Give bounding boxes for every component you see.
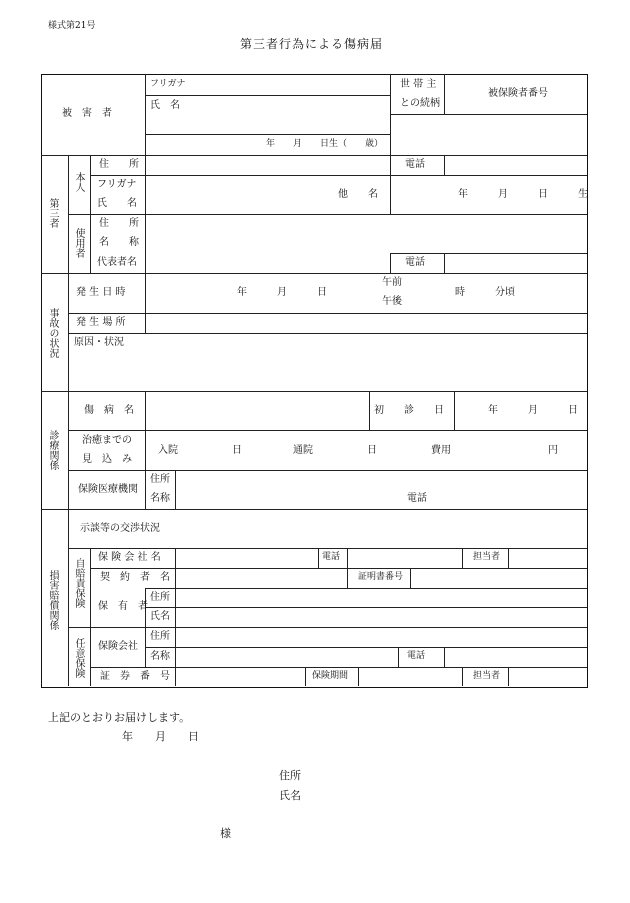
footer-name-label: 氏名	[279, 789, 301, 802]
v-address-label: 住所	[150, 631, 170, 642]
line	[68, 509, 69, 686]
medical-label: 診療関係	[47, 430, 58, 470]
line	[41, 391, 587, 392]
voluntary-insurance-label: 任意保険	[73, 638, 84, 678]
line	[41, 509, 587, 510]
insurance-period-label: 保険期間	[312, 671, 349, 681]
line	[90, 667, 587, 668]
line	[145, 588, 587, 589]
line	[508, 548, 509, 568]
line	[444, 74, 445, 114]
accident-cause-label: 原因・状況	[74, 337, 124, 348]
line	[145, 74, 146, 155]
line	[145, 391, 146, 470]
footer-date: 年 月 日	[122, 730, 199, 743]
statement-text: 上記のとおりお届けします。	[48, 711, 191, 724]
tp-phone-label: 電話	[405, 159, 425, 170]
line	[145, 134, 390, 135]
line	[390, 253, 587, 254]
institution-label: 保険医療機関	[78, 484, 138, 495]
v-name-label: 名称	[150, 651, 170, 662]
victim-furigana-label: フリガナ	[150, 79, 186, 89]
insurance-phone-label: 電話	[322, 552, 341, 562]
line	[390, 114, 587, 115]
form-title: 第三者行為による傷病届	[240, 37, 384, 51]
insurance-staff-label: 担当者	[473, 552, 501, 562]
pm-label: 午後	[382, 296, 402, 307]
line	[68, 333, 587, 334]
policy-number-label: 証 券 番 号	[100, 671, 170, 682]
footer-address-label: 住所	[279, 769, 301, 782]
line	[318, 548, 319, 568]
tp-furigana-label: フリガナ	[97, 179, 137, 190]
inpatient-day-label: 日	[232, 445, 242, 456]
line	[454, 391, 455, 430]
victim-label: 被 害 者	[62, 108, 112, 119]
accident-date: 年 月 日	[237, 287, 327, 298]
line	[398, 647, 399, 667]
outpatient-day-label: 日	[367, 445, 377, 456]
institution-address-label: 住所	[150, 474, 170, 485]
third-party-label: 第三者	[47, 198, 58, 228]
insured-number-label: 被保険者番号	[488, 88, 548, 99]
employer-label: 使用者	[73, 228, 84, 258]
first-visit-label: 初 診 日	[374, 405, 444, 416]
line	[90, 568, 587, 569]
line	[145, 273, 146, 333]
outpatient-label: 通院	[293, 445, 313, 456]
contractor-label: 契 約 者 名	[100, 572, 170, 583]
line	[145, 95, 390, 96]
line	[462, 667, 463, 686]
jibaiseki-label: 自賠責保険	[73, 558, 84, 608]
victim-birth: 年 月 日生（ 歳）	[266, 139, 384, 149]
line	[90, 175, 587, 176]
damages-label: 損害賠償関係	[47, 570, 58, 630]
treatment-label-2: 見 込 み	[82, 454, 132, 465]
holder-name-label: 氏名	[150, 611, 170, 622]
line	[145, 470, 146, 509]
v-company-label: 保険会社	[98, 641, 138, 652]
v-staff-label: 担当者	[473, 671, 501, 681]
line	[462, 548, 463, 568]
accident-time: 時 分頃	[455, 287, 515, 298]
institution-name-label: 名称	[150, 493, 170, 504]
institution-phone-label: 電話	[407, 493, 427, 504]
household-rel-label-2: との続柄	[400, 98, 440, 109]
line	[175, 548, 176, 686]
inpatient-label: 入院	[158, 445, 178, 456]
line	[68, 548, 587, 549]
line	[145, 627, 146, 667]
accident-datetime-label: 発 生 日 時	[76, 287, 126, 298]
settlement-label: 示談等の交渉状況	[80, 523, 160, 534]
holder-address-label: 住所	[150, 592, 170, 603]
accident-label: 事故の状況	[47, 308, 58, 358]
line	[390, 74, 391, 155]
am-label: 午前	[382, 277, 402, 288]
line	[444, 155, 445, 175]
tp-address-label: 住 所	[99, 159, 139, 170]
insurance-company-label: 保 険 会 社 名	[98, 552, 161, 563]
yen-label: 円	[548, 445, 558, 456]
line	[347, 548, 348, 568]
line	[90, 155, 91, 273]
tp-name-label: 氏 名	[97, 198, 137, 209]
accident-place-label: 発 生 場 所	[76, 317, 126, 328]
line	[145, 607, 587, 608]
footer-honorific: 様	[220, 827, 231, 840]
line	[175, 470, 176, 509]
third-party-self-label: 本人	[73, 172, 84, 192]
first-visit-date: 年 月 日	[488, 405, 578, 416]
line	[410, 568, 411, 588]
treatment-label-1: 治癒までの	[82, 435, 132, 446]
holder-label: 保 有 者	[98, 601, 148, 612]
emp-phone-label: 電話	[405, 257, 425, 268]
line	[390, 253, 391, 273]
line	[508, 667, 509, 686]
emp-name-label: 名 称	[99, 237, 139, 248]
v-phone-label: 電話	[407, 651, 426, 661]
line	[444, 253, 445, 273]
line	[90, 548, 91, 686]
cost-label: 費用	[431, 445, 451, 456]
line	[145, 647, 587, 648]
line	[41, 273, 587, 274]
line	[41, 155, 587, 156]
household-rel-label-1: 世 帯 主	[400, 79, 437, 90]
line	[145, 155, 146, 273]
victim-name-label: 氏 名	[150, 100, 180, 111]
cert-number-label: 証明書番号	[358, 572, 404, 582]
emp-address-label: 住 所	[99, 218, 139, 229]
line	[358, 667, 359, 686]
line	[390, 155, 391, 214]
line	[68, 273, 69, 391]
line	[68, 155, 69, 273]
line	[305, 667, 306, 686]
line	[444, 647, 445, 667]
tp-birth: 年 月 日 生	[458, 189, 588, 200]
tp-other-label: 他 名	[338, 189, 378, 200]
line	[369, 391, 370, 430]
emp-rep-label: 代表者名	[97, 257, 137, 268]
line	[347, 568, 348, 588]
disease-label: 傷 病 名	[84, 405, 134, 416]
form-number: 様式第21号	[48, 21, 96, 31]
line	[68, 391, 69, 509]
